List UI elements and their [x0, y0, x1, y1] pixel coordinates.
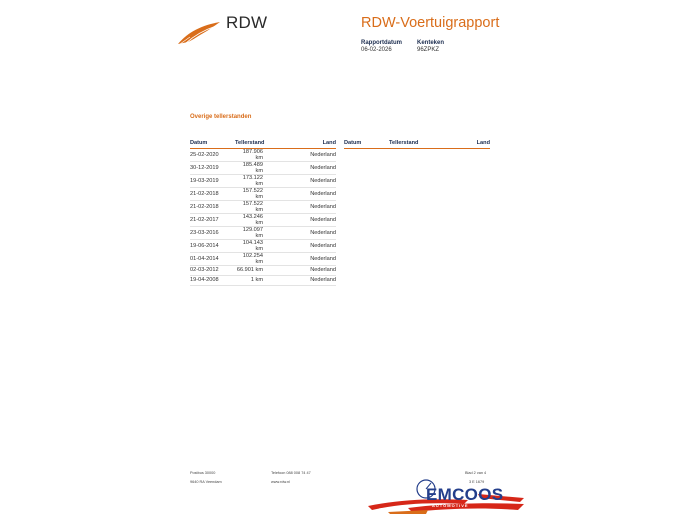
cell-reading: 104.143 km: [235, 239, 285, 252]
cell-reading: 66.901 km: [235, 265, 285, 275]
cell-date: 21-02-2018: [190, 200, 235, 213]
cell-reading: 129.097 km: [235, 226, 285, 239]
cell-country: Nederland: [285, 275, 336, 285]
footer-phone: Telefoon 088 008 74 47: [271, 471, 311, 475]
section-title: Overige tellerstanden: [190, 114, 252, 120]
cell-country: Nederland: [285, 200, 336, 213]
cell-country: Nederland: [285, 226, 336, 239]
cell-reading: 157.522 km: [235, 187, 285, 200]
table-row: [190, 252, 336, 265]
emcoos-subtext: AUTOMOTIVE: [432, 503, 469, 508]
table-row: [190, 174, 336, 187]
cell-date: 21-02-2017: [190, 213, 235, 226]
table-row: [190, 200, 336, 213]
cell-date: 02-03-2012: [190, 265, 235, 275]
table-header-row: [344, 139, 490, 148]
col-date-header: Datum: [190, 139, 235, 148]
table-row: [190, 161, 336, 174]
odometer-table: [190, 139, 336, 286]
cell-country: Nederland: [285, 239, 336, 252]
cell-country: Nederland: [285, 213, 336, 226]
col-country-header: Land: [439, 139, 490, 148]
footer-page-number: Blad 2 van 4: [465, 471, 487, 475]
plate-label: Kenteken: [417, 40, 445, 46]
cell-country: Nederland: [285, 161, 336, 174]
footer-website[interactable]: www.rdw.nl: [271, 480, 290, 484]
cell-reading: 143.246 km: [235, 213, 285, 226]
cell-reading: 1 km: [235, 275, 285, 285]
cell-date: 21-02-2018: [190, 187, 235, 200]
cell-reading: 102.254 km: [235, 252, 285, 265]
odometer-table-right: [344, 139, 490, 149]
cell-date: 25-02-2020: [190, 148, 235, 161]
table-row: [190, 213, 336, 226]
emcoos-watermark: [368, 474, 528, 514]
brand-name: RDW: [226, 13, 268, 32]
cell-country: Nederland: [285, 174, 336, 187]
report-date-label: Rapportdatum: [361, 40, 402, 46]
cell-reading: 157.522 km: [235, 200, 285, 213]
cell-date: 19-06-2014: [190, 239, 235, 252]
col-reading-header: Tellerstand: [235, 139, 285, 148]
table-row: [190, 239, 336, 252]
footer-postbox: Postbus 30000: [190, 471, 216, 475]
table-row: [190, 275, 336, 285]
cell-country: Nederland: [285, 187, 336, 200]
cell-country: Nederland: [285, 252, 336, 265]
table-row: [190, 148, 336, 161]
cell-date: 19-04-2008: [190, 275, 235, 285]
cell-country: Nederland: [285, 265, 336, 275]
table-row: [190, 226, 336, 239]
cell-reading: 173.122 km: [235, 174, 285, 187]
footer-code: 3 E 1679: [469, 480, 485, 484]
odometer-table-body: [190, 148, 336, 285]
table-header-row: [190, 139, 336, 148]
footer-city: 9640 RA Veendam: [190, 480, 222, 484]
cell-date: 30-12-2019: [190, 161, 235, 174]
cell-reading: 187.906 km: [235, 148, 285, 161]
report-title: RDW-Voertuigrapport: [361, 15, 500, 31]
emcoos-wordmark: EMCOOS: [426, 485, 504, 504]
table-row: [190, 265, 336, 275]
col-reading-header: Tellerstand: [389, 139, 439, 148]
cell-date: 23-03-2016: [190, 226, 235, 239]
cell-country: Nederland: [285, 148, 336, 161]
col-date-header: Datum: [344, 139, 389, 148]
cell-reading: 185.489 km: [235, 161, 285, 174]
cell-date: 01-04-2014: [190, 252, 235, 265]
cell-date: 19-03-2019: [190, 174, 235, 187]
rdw-logo-icon: [176, 20, 222, 46]
report-date-value: 06-02-2026: [361, 47, 392, 53]
table-row: [190, 187, 336, 200]
col-country-header: Land: [285, 139, 336, 148]
plate-value: 96ZPKZ: [417, 47, 440, 53]
